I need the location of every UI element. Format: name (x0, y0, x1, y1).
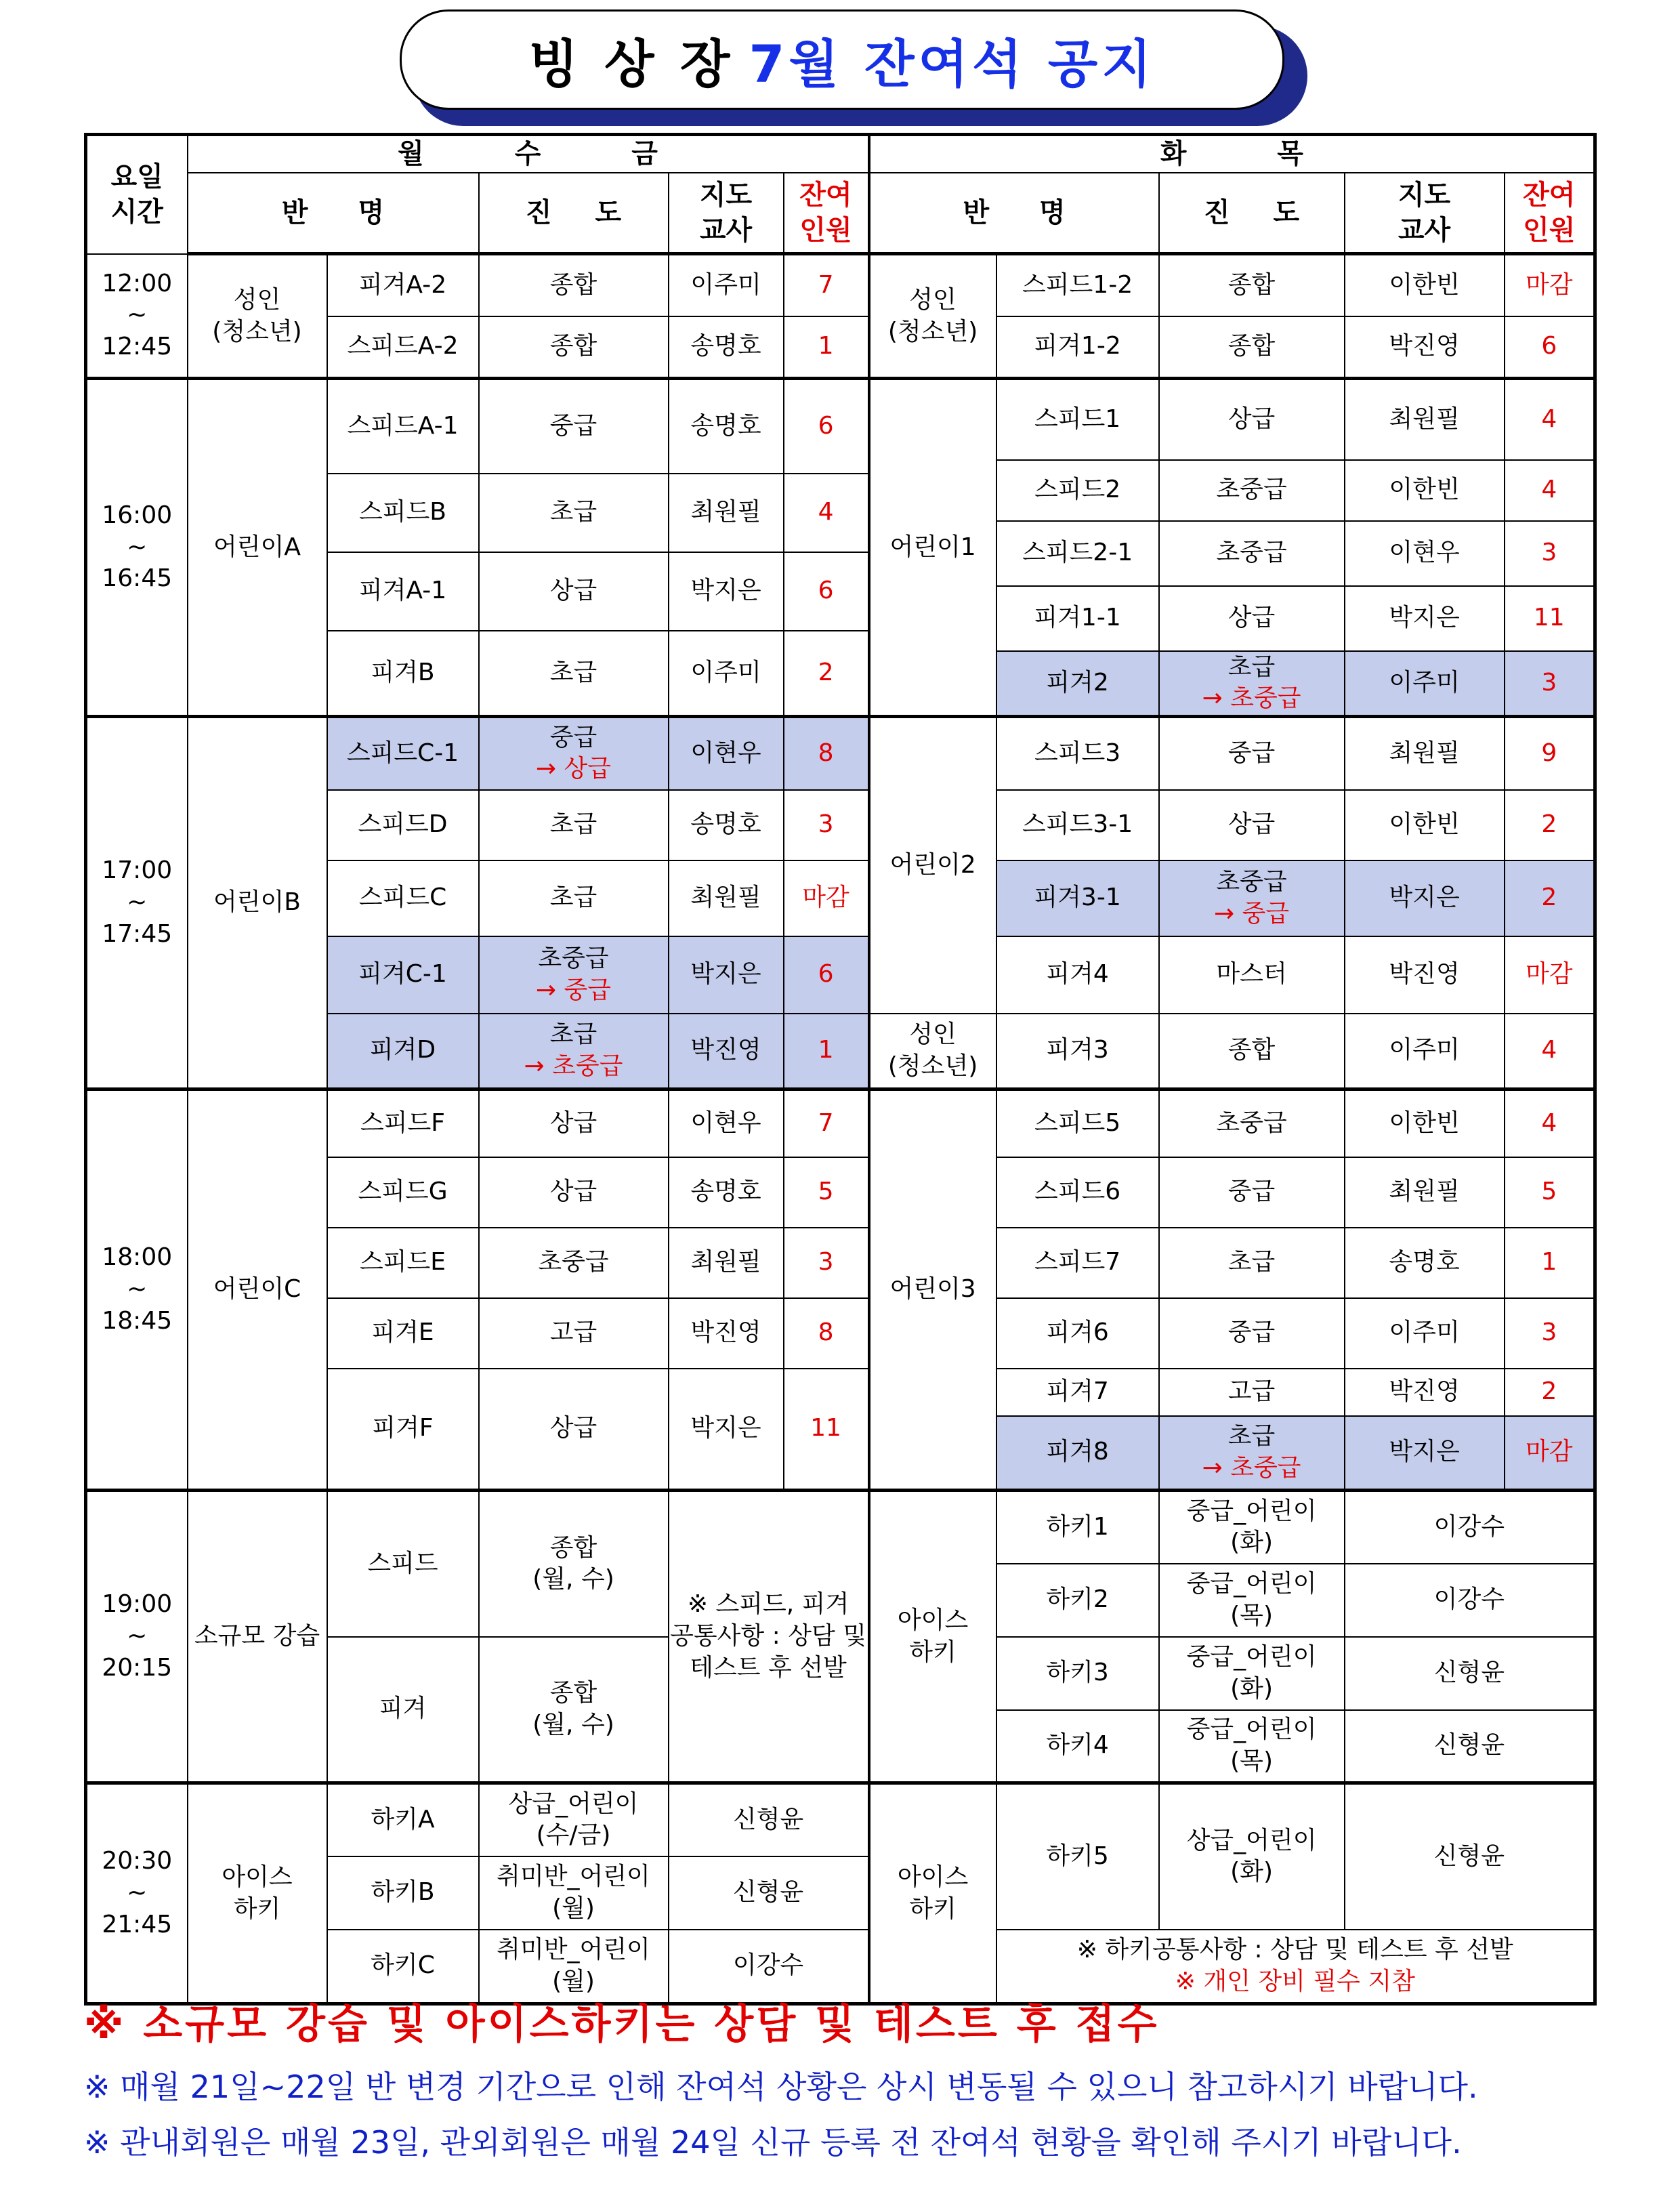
remain: 4 (784, 474, 869, 552)
progress: 종합 (479, 316, 669, 379)
class-name: 스피드1 (996, 379, 1159, 460)
remain-header-right: 잔여 인원 (1505, 173, 1595, 254)
teacher: 이한빈 (1345, 254, 1505, 316)
remain: 7 (784, 1089, 869, 1157)
note-change-period: ※ 매월 21일~22일 반 변경 기간으로 인해 잔여석 상황은 상시 변동될 수 있으니 참고하시기 바랍니다. (84, 2069, 1478, 2105)
group-label: 어린이3 (869, 1089, 996, 1491)
teacher: 박지은 (669, 552, 784, 631)
teacher: 박진영 (1345, 316, 1505, 379)
group-label: 어린이B (188, 717, 327, 1089)
progress: 상급 (479, 1089, 669, 1157)
class-name: 피겨1-1 (996, 586, 1159, 651)
remain: 6 (784, 379, 869, 474)
progress-header: 진 도 (479, 173, 669, 254)
class-name: 스피드F (327, 1089, 479, 1157)
day-time-header: 요일 시간 (86, 135, 188, 254)
class-name: 스피드E (327, 1228, 479, 1298)
progress: 상급 (1159, 790, 1345, 860)
left-days-header: 월 수 금 (188, 135, 869, 173)
class-name: 피겨A-1 (327, 552, 479, 631)
remain: 마감 (1505, 1416, 1595, 1491)
group-label: 아이스 하키 (188, 1783, 327, 2004)
progress: 상급 (1159, 379, 1345, 460)
teacher: 박진영 (1345, 1369, 1505, 1416)
progress: 마스터 (1159, 936, 1345, 1014)
group-label: 어린이C (188, 1089, 327, 1491)
teacher: 이현우 (669, 717, 784, 790)
class-name: 피겨3-1 (996, 860, 1159, 936)
teacher-header: 지도 교사 (669, 173, 784, 254)
teacher-header-right: 지도 교사 (1345, 173, 1505, 254)
remain: 9 (1505, 717, 1595, 790)
class-name: 피겨D (327, 1014, 479, 1089)
group-label: 어린이2 (869, 717, 996, 1014)
class-name: 피겨8 (996, 1416, 1159, 1491)
teacher: 박지은 (1345, 586, 1505, 651)
class-name: 피겨7 (996, 1369, 1159, 1416)
progress: 종합 (1159, 254, 1345, 316)
progress: 종합 (1159, 316, 1345, 379)
class-name: 하키5 (996, 1783, 1159, 1930)
page-title (400, 9, 1284, 110)
remain: 2 (1505, 1369, 1595, 1416)
progress: 중급 → 상급 (479, 717, 669, 790)
teacher: 이주미 (1345, 1298, 1505, 1369)
remain: 2 (1505, 860, 1595, 936)
teacher: 박진영 (669, 1014, 784, 1089)
remain: 3 (1505, 521, 1595, 586)
progress: 취미반_어린이 (월) (479, 1930, 669, 2004)
teacher: 최원필 (1345, 379, 1505, 460)
teacher: 송명호 (1345, 1228, 1505, 1298)
remain: 5 (784, 1157, 869, 1228)
progress: 취미반_어린이 (월) (479, 1856, 669, 1930)
progress: 상급 (479, 1157, 669, 1228)
progress: 상급 (479, 1369, 669, 1491)
teacher: 신형윤 (1345, 1637, 1595, 1710)
title-main: 빙 상 장 (528, 33, 734, 94)
teacher: 이주미 (669, 254, 784, 316)
remain: 11 (1505, 586, 1595, 651)
schedule-table (84, 133, 1597, 2006)
teacher: 박지은 (1345, 1416, 1505, 1491)
teacher: 이주미 (669, 631, 784, 717)
group-label: 어린이A (188, 379, 327, 717)
remain: 3 (1505, 651, 1595, 717)
time-slot: 12:00 ~ 12:45 (86, 254, 188, 379)
teacher: 이한빈 (1345, 1089, 1505, 1157)
remain: 3 (784, 1228, 869, 1298)
class-name: 피겨C-1 (327, 936, 479, 1014)
remain: 4 (1505, 379, 1595, 460)
class-name: 스피드G (327, 1157, 479, 1228)
class-name: 스피드2-1 (996, 521, 1159, 586)
teacher: 이현우 (1345, 521, 1505, 586)
progress: 중급 (479, 379, 669, 474)
progress: 상급 (479, 552, 669, 631)
time-slot: 20:30 ~ 21:45 (86, 1783, 188, 2004)
progress: 초중급 (1159, 521, 1345, 586)
remain: 1 (1505, 1228, 1595, 1298)
remain: 마감 (1505, 936, 1595, 1014)
group-label: 성인 (청소년) (188, 254, 327, 379)
progress: 종합 (1159, 1014, 1345, 1089)
progress: 고급 (479, 1298, 669, 1369)
progress: 종합 (479, 254, 669, 316)
group-label: 성인 (청소년) (869, 1014, 996, 1089)
class-name: 스피드2 (996, 460, 1159, 521)
class-name: 피겨6 (996, 1298, 1159, 1369)
class-name: 피겨F (327, 1369, 479, 1491)
teacher: 이한빈 (1345, 460, 1505, 521)
progress: 고급 (1159, 1369, 1345, 1416)
time-slot: 18:00 ~ 18:45 (86, 1089, 188, 1491)
class-name: 피겨A-2 (327, 254, 479, 316)
progress: 초급 (479, 631, 669, 717)
remain: 마감 (784, 860, 869, 936)
teacher: 박진영 (1345, 936, 1505, 1014)
progress: 중급_어린이 (목) (1159, 1564, 1345, 1637)
small-class-note: ※ 스피드, 피겨 공통사항 : 상담 및 테스트 후 선발 (669, 1491, 869, 1783)
class-name: 스피드1-2 (996, 254, 1159, 316)
teacher: 이강수 (669, 1930, 869, 2004)
teacher: 이강수 (1345, 1564, 1595, 1637)
footer-notes (84, 1992, 1642, 2174)
teacher: 송명호 (669, 316, 784, 379)
remain: 5 (1505, 1157, 1595, 1228)
class-name: 스피드6 (996, 1157, 1159, 1228)
class-name: 피겨4 (996, 936, 1159, 1014)
progress: 종합 (월, 수) (479, 1491, 669, 1637)
class-name: 피겨B (327, 631, 479, 717)
group-label: 소규모 강습 (188, 1491, 327, 1783)
time-slot: 16:00 ~ 16:45 (86, 379, 188, 717)
class-name: 피겨1-2 (996, 316, 1159, 379)
class-name: 스피드 (327, 1491, 479, 1637)
teacher: 박진영 (669, 1298, 784, 1369)
teacher: 이주미 (1345, 651, 1505, 717)
class-name: 스피드D (327, 790, 479, 860)
remain: 1 (784, 316, 869, 379)
remain: 1 (784, 1014, 869, 1089)
progress: 종합 (월, 수) (479, 1637, 669, 1783)
progress-header-right: 진 도 (1159, 173, 1345, 254)
progress: 중급_어린이 (화) (1159, 1491, 1345, 1564)
class-name-header: 반 명 (188, 173, 479, 254)
progress: 초급 (479, 860, 669, 936)
teacher: 신형윤 (1345, 1710, 1595, 1783)
remain: 7 (784, 254, 869, 316)
progress: 초급 (479, 790, 669, 860)
right-days-header: 화 목 (869, 135, 1595, 173)
progress: 초중급 → 중급 (1159, 860, 1345, 936)
remain: 2 (1505, 790, 1595, 860)
progress: 초중급 → 중급 (479, 936, 669, 1014)
remain-header: 잔여 인원 (784, 173, 869, 254)
remain: 마감 (1505, 254, 1595, 316)
class-name: 피겨E (327, 1298, 479, 1369)
remain: 4 (1505, 1089, 1595, 1157)
progress: 중급 (1159, 1157, 1345, 1228)
progress: 중급_어린이 (목) (1159, 1710, 1345, 1783)
class-name: 스피드C-1 (327, 717, 479, 790)
teacher: 최원필 (669, 474, 784, 552)
progress: 중급 (1159, 717, 1345, 790)
progress: 상급_어린이 (화) (1159, 1783, 1345, 1930)
teacher: 송명호 (669, 1157, 784, 1228)
progress: 초급 → 초중급 (1159, 1416, 1345, 1491)
group-label: 아이스 하키 (869, 1491, 996, 1783)
progress: 중급 (1159, 1298, 1345, 1369)
remain: 3 (784, 790, 869, 860)
progress: 중급_어린이 (화) (1159, 1637, 1345, 1710)
teacher: 최원필 (669, 1228, 784, 1298)
remain: 2 (784, 631, 869, 717)
time-slot: 19:00 ~ 20:15 (86, 1491, 188, 1783)
remain: 4 (1505, 460, 1595, 521)
teacher: 이주미 (1345, 1014, 1505, 1089)
class-name: 스피드3-1 (996, 790, 1159, 860)
teacher: 이현우 (669, 1089, 784, 1157)
class-name: 스피드A-2 (327, 316, 479, 379)
group-label: 아이스 하키 (869, 1783, 996, 2004)
title-highlight: 7월 잔여석 공지 (749, 33, 1156, 94)
teacher: 박지은 (669, 1369, 784, 1491)
progress: 상급_어린이 (수/금) (479, 1783, 669, 1856)
progress: 초급 (479, 474, 669, 552)
hockey-note: ※ 하키공통사항 : 상담 및 테스트 후 선발 ※ 개인 장비 필수 지참 (996, 1930, 1595, 2004)
teacher: 신형윤 (669, 1856, 869, 1930)
progress: 초중급 (1159, 460, 1345, 521)
class-name: 하키1 (996, 1491, 1159, 1564)
teacher: 이강수 (1345, 1491, 1595, 1564)
teacher: 신형윤 (1345, 1783, 1595, 1930)
remain: 6 (784, 552, 869, 631)
class-name: 스피드C (327, 860, 479, 936)
teacher: 신형윤 (669, 1783, 869, 1856)
remain: 11 (784, 1369, 869, 1491)
group-label: 성인 (청소년) (869, 254, 996, 379)
class-name: 스피드3 (996, 717, 1159, 790)
class-name: 피겨2 (996, 651, 1159, 717)
teacher: 송명호 (669, 790, 784, 860)
progress: 초급 (1159, 1228, 1345, 1298)
remain: 8 (784, 1298, 869, 1369)
progress: 상급 (1159, 586, 1345, 651)
note-registration: ※ 관내회원은 매월 23일, 관외회원은 매월 24일 신규 등록 전 잔여석 현황을 확인해 주시기 바랍니다. (84, 2124, 1462, 2161)
teacher: 이한빈 (1345, 790, 1505, 860)
teacher: 박지은 (1345, 860, 1505, 936)
time-slot: 17:00 ~ 17:45 (86, 717, 188, 1089)
class-name: 피겨 (327, 1637, 479, 1783)
teacher: 최원필 (1345, 1157, 1505, 1228)
remain: 6 (784, 936, 869, 1014)
class-name: 하키2 (996, 1564, 1159, 1637)
progress: 초중급 (479, 1228, 669, 1298)
class-name: 하키A (327, 1783, 479, 1856)
progress: 초급 → 초중급 (1159, 651, 1345, 717)
progress: 초급 → 초중급 (479, 1014, 669, 1089)
group-label: 어린이1 (869, 379, 996, 717)
class-name-header-right: 반 명 (869, 173, 1159, 254)
class-name: 하키C (327, 1930, 479, 2004)
teacher: 송명호 (669, 379, 784, 474)
note-consult: ※ 소규모 강습 및 아이스하키는 상담 및 테스트 후 접수 (84, 2001, 1160, 2048)
teacher: 박지은 (669, 936, 784, 1014)
class-name: 스피드5 (996, 1089, 1159, 1157)
remain: 4 (1505, 1014, 1595, 1089)
remain: 8 (784, 717, 869, 790)
class-name: 피겨3 (996, 1014, 1159, 1089)
progress: 초중급 (1159, 1089, 1345, 1157)
teacher: 최원필 (669, 860, 784, 936)
class-name: 스피드A-1 (327, 379, 479, 474)
remain: 6 (1505, 316, 1595, 379)
class-name: 하키3 (996, 1637, 1159, 1710)
class-name: 스피드7 (996, 1228, 1159, 1298)
remain: 3 (1505, 1298, 1595, 1369)
class-name: 하키B (327, 1856, 479, 1930)
class-name: 하키4 (996, 1710, 1159, 1783)
class-name: 스피드B (327, 474, 479, 552)
teacher: 최원필 (1345, 717, 1505, 790)
